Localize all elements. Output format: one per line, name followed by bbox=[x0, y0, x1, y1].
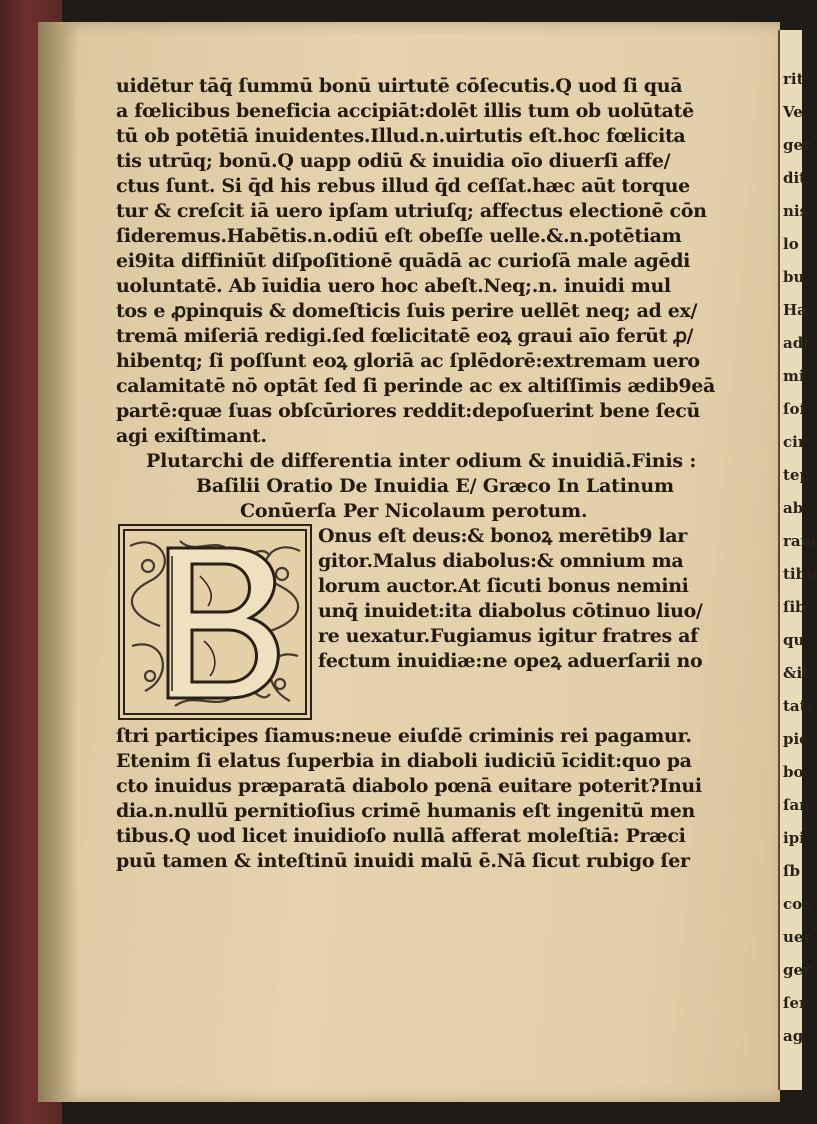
initial-paragraph bbox=[116, 524, 716, 724]
facing-page-fragment: cir bbox=[783, 433, 806, 451]
facing-page-fragment: &il bbox=[783, 664, 808, 682]
facing-page-fragment: con bbox=[783, 895, 814, 913]
explicit-line: Plutarchi de differentia inter odium & inuidiā.Finis : bbox=[146, 450, 697, 472]
woodcut-initial-letter-icon bbox=[120, 526, 310, 718]
facing-page-fragment: Ha bbox=[783, 301, 807, 319]
facing-page-fragment: ſib bbox=[783, 598, 806, 616]
text-line: puū tamen & inteſtinū inuidi malū ē.Nā ſicut rubigo ſer bbox=[116, 850, 690, 872]
text-line: unq̄ inuidet:ita diabolus cōtinuo liuo/ bbox=[318, 600, 703, 622]
facing-page-fragment: ger bbox=[783, 136, 811, 154]
facing-page-fragment: adi bbox=[783, 334, 809, 352]
page-gutter bbox=[38, 22, 78, 1102]
text-line: tibus.Q uod licet inuidioſo nullā afferat moleſtiā: Præci bbox=[116, 825, 686, 847]
text-line: calamitatē nō optāt ſed ſi perinde ac ex altiſſimis ædib9eā bbox=[116, 375, 715, 397]
facing-page-fragment: tate bbox=[783, 697, 817, 715]
facing-page-fragment: bo bbox=[783, 763, 804, 781]
facing-page-fragment: qu bbox=[783, 631, 805, 649]
facing-page-fragment: ag bbox=[783, 1027, 804, 1045]
text-line: dia.n.nullū pernitioſius crimē humanis eſt ingenitū men bbox=[116, 800, 695, 822]
woodcut-initial bbox=[118, 524, 312, 720]
text-line: ſideremus.Habētis.n.odiū eſt obeſſe uelle.&.n.potētiam bbox=[116, 225, 682, 247]
facing-page-fragment: dit bbox=[783, 169, 807, 187]
facing-page-fragment: uer bbox=[783, 928, 812, 946]
text-line: Onus eſt deus:& bonoꝝ merētib9 lar bbox=[318, 525, 687, 547]
text-line: lorum auctor.At ſicuti bonus nemini bbox=[318, 575, 689, 597]
facing-page-fragment: tibu bbox=[783, 565, 817, 583]
text-line: Etenim ſi elatus ſuperbia in diaboli iudiciū īcidit:quo pa bbox=[116, 750, 692, 772]
text-line: ſtri participes ſiamus:neue eiuſdē criminis rei pagamur. bbox=[116, 725, 692, 747]
text-line: ctus ſunt. Si q̄d his rebus illud q̄d ceſſat.hæc aūt torque bbox=[116, 175, 690, 197]
facing-page-fragment: ſer bbox=[783, 994, 807, 1012]
facing-page-edge bbox=[778, 30, 817, 1090]
text-line: tremā miſeriā redigi.ſed fœlicitatē eoꝝ graui aīo ferūt ꝓ/ bbox=[116, 325, 694, 347]
text-line: uoluntatē. Ab īuidia uero hoc abeſt.Neq;.n. inuidi mul bbox=[116, 275, 671, 297]
facing-page-fragment: ab bbox=[783, 499, 804, 517]
facing-page-fragment: tep bbox=[783, 466, 810, 484]
facing-page-fragment: ipi bbox=[783, 829, 805, 847]
text-line: tur & creſcit iā uero ipſam utriuſq; affectus electionē cōn bbox=[116, 200, 707, 222]
facing-page-fragment: ſof bbox=[783, 400, 806, 418]
facing-page-fragment: rit bbox=[783, 70, 804, 88]
facing-page-fragment: ram bbox=[783, 532, 817, 550]
facing-page-fragment: mi bbox=[783, 367, 805, 385]
facing-page-fragment: ger bbox=[783, 961, 811, 979]
text-line: tos e ꝓpinquis & domeſticis ſuis perire uellēt neq; ad ex/ bbox=[116, 300, 698, 322]
facing-page-fragment: ſb bbox=[783, 862, 800, 880]
text-line: re uexatur.Fugiamus igitur fratres af bbox=[318, 625, 698, 647]
facing-page-fragment: bu bbox=[783, 268, 805, 286]
text-line: a fœlicibus beneficia accipiāt:dolēt illis tum ob uolūtatē bbox=[116, 100, 694, 122]
facing-page-fragment: pie bbox=[783, 730, 809, 748]
oration-title-line-2: Conūerſa Per Nicolaum perotum. bbox=[240, 500, 588, 522]
text-line: tū ob potētiā inuidentes.Illud.n.uirtutis eſt.hoc fœlicita bbox=[116, 125, 686, 147]
text-line: fectum inuidiæ:ne opeꝝ aduerſarii no bbox=[318, 650, 703, 672]
text-line: partē:quæ ſuas obſcūriores reddit:depoſuerint bene ſecū bbox=[116, 400, 700, 422]
facing-page-fragment: Ve bbox=[783, 103, 803, 121]
text-line: ei9ita diffiniūt diſpoſitionē quādā ac curioſā male agēdi bbox=[116, 250, 691, 272]
text-line: tis utrūq; bonū.Q uapp odiū & inuidia oīo diuerſi affe/ bbox=[116, 150, 671, 172]
text-line: uidētur tāq̄ ſummū bonū uirtutē cōſecutis.Q uod ſi quā bbox=[116, 75, 683, 97]
text-line: hibentq; ſi poſſunt eoꝝ gloriā ac ſplēdorē:extremam uero bbox=[116, 350, 700, 372]
text-line: cto inuidus præparatā diabolo pœnā euitare poterit?Inui bbox=[116, 775, 702, 797]
page-text bbox=[116, 74, 716, 874]
text-line: gitor.Malus diabolus:& omnium ma bbox=[318, 550, 684, 572]
oration-title-line-1: Baſilii Oratio De Inuidia E/ Græco In Latinum bbox=[196, 475, 674, 497]
text-line: agi exiſtimant. bbox=[116, 425, 267, 447]
facing-page-fragment: lo bbox=[783, 235, 799, 253]
facing-page-fragment: ſan bbox=[783, 796, 811, 814]
facing-page-fragment: nis bbox=[783, 202, 809, 220]
